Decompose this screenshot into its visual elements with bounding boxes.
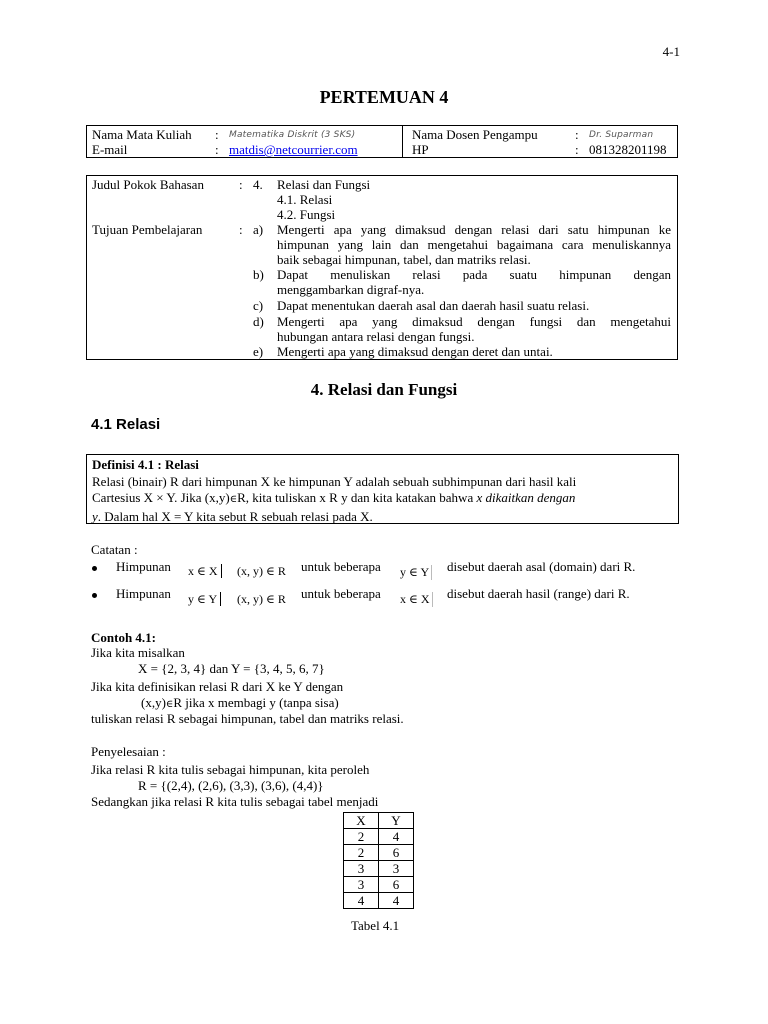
solution-line2: R = {(2,4), (2,6), (3,3), (3,6), (4,4)} <box>138 778 324 793</box>
bullet-icon <box>92 566 97 571</box>
goal-e-line1: Mengerti apa yang dimaksud dengan deret dan untai. <box>277 344 553 359</box>
table-row <box>344 829 414 845</box>
range-some-element: x ∈ X <box>400 592 433 607</box>
table-cell: 3 <box>344 861 379 877</box>
lecturer-label: Nama Dosen Pengampu <box>412 127 538 142</box>
range-set-element: y ∈ Y <box>188 592 221 606</box>
lecturer-value: Dr. Suparman <box>589 130 654 140</box>
domain-set-element: x ∈ X <box>188 564 222 578</box>
table-header-row <box>344 813 414 829</box>
example-line3: Jika kita definisikan relasi R dari X ke Y dengan <box>91 679 344 694</box>
colon: : <box>215 142 219 157</box>
goal-a-line1: Mengerti apa yang dimaksud dengan relasi dari satu himpunan ke <box>277 222 671 237</box>
element-of-symbol: ∈ <box>165 699 174 710</box>
definition-heading: Definisi 4.1 : Relasi <box>92 457 199 472</box>
subsection-title: 4.1 Relasi <box>91 416 161 433</box>
subtopic-fungsi: 4.2. Fungsi <box>277 207 336 222</box>
table-cell: 3 <box>344 877 379 893</box>
colon: : <box>575 127 579 142</box>
topic-title: Relasi dan Fungsi <box>277 177 371 192</box>
colon: : <box>239 177 243 192</box>
goal-b-line1: Dapat menuliskan relasi pada suatu himpunan dengan <box>277 267 671 282</box>
table-caption: Tabel 4.1 <box>351 918 400 933</box>
goal-a-line3: baik sebagai himpunan, tabel, dan matriks relasi. <box>277 252 531 267</box>
definition-line2 <box>92 490 673 509</box>
colon: : <box>215 127 219 142</box>
subtopic-relasi: 4.1. Relasi <box>277 192 333 207</box>
email-link[interactable]: matdis@netcourrier.com <box>229 142 358 157</box>
info-divider <box>402 126 403 157</box>
goal-b-line2: menggambarkan digraf-nya. <box>277 282 425 297</box>
email-label: E-mail <box>92 142 128 157</box>
notes-bullet2-end: disebut daerah hasil (range) dari R. <box>447 586 630 601</box>
course-label: Nama Mata Kuliah <box>92 127 192 142</box>
definition-box <box>86 454 679 524</box>
definition-emphasis: y <box>92 508 98 524</box>
hp-label: HP <box>412 142 429 157</box>
goal-d-line1: Mengerti apa yang dimaksud dengan fungsi dan mengetahui <box>277 314 671 329</box>
goal-label: Tujuan Pembelajaran <box>92 222 203 237</box>
outline-box <box>86 175 678 360</box>
section-title: 4. Relasi dan Fungsi <box>310 380 458 399</box>
notes-bullet2-mid: untuk beberapa <box>301 586 381 601</box>
example-text: (x,y) <box>141 695 166 710</box>
page-title: PERTEMUAN 4 <box>319 87 449 107</box>
table-cell: 6 <box>379 877 414 893</box>
table-row <box>344 845 414 861</box>
table-cell: 4 <box>379 893 414 909</box>
colon: : <box>239 222 243 237</box>
example-text: R jika x membagi y (tanpa sisa) <box>173 695 339 710</box>
goal-d-line2: hubungan antara relasi dengan fungsi. <box>277 329 475 344</box>
hp-value: 081328201198 <box>589 142 667 157</box>
table-cell: 2 <box>344 845 379 861</box>
domain-set-condition: (x, y) ∈ R <box>237 564 286 578</box>
definition-text: R, kita tuliskan x R y dan kita katakan bahwa <box>237 490 477 505</box>
table-header: X <box>344 813 379 829</box>
goal-marker: e) <box>253 344 264 359</box>
table-cell: 4 <box>344 893 379 909</box>
table-row <box>344 861 414 877</box>
example-heading: Contoh 4.1: <box>91 630 157 645</box>
notes-heading: Catatan : <box>91 542 138 557</box>
solution-line3: Sedangkan jika relasi R kita tulis sebagai tabel menjadi <box>91 794 379 809</box>
definition-line1: Relasi (binair) R dari himpunan X ke himpunan Y adalah sebuah subhimpunan dari hasil kali <box>92 473 577 489</box>
course-value: Matematika Diskrit (3 SKS) <box>229 130 356 140</box>
goal-a-line2: himpunan yang lain dan mengetahui bagaimana cara menuliskannya <box>277 237 671 252</box>
relation-table <box>343 812 414 909</box>
element-of-symbol: ∈ <box>229 494 238 505</box>
domain-some-element: y ∈ Y <box>400 565 432 580</box>
range-set-condition: (x, y) ∈ R <box>237 592 286 606</box>
table-cell: 4 <box>379 829 414 845</box>
example-line4 <box>141 695 339 712</box>
goal-marker: c) <box>253 298 264 313</box>
goal-marker: b) <box>253 267 264 282</box>
table-cell: 3 <box>379 861 414 877</box>
notes-bullet1-end: disebut daerah asal (domain) dari R. <box>447 559 636 574</box>
goal-marker: d) <box>253 314 264 329</box>
example-line1: Jika kita misalkan <box>91 645 185 660</box>
table-cell: 6 <box>379 845 414 861</box>
table-cell: 2 <box>344 829 379 845</box>
topic-number: 4. <box>253 177 263 192</box>
table-header: Y <box>379 813 414 829</box>
notes-bullet1-mid: untuk beberapa <box>301 559 381 574</box>
topic-label: Judul Pokok Bahasan <box>92 177 204 192</box>
goal-marker: a) <box>253 222 264 237</box>
definition-emphasis: x dikaitkan dengan <box>476 490 576 505</box>
bullet-icon <box>92 593 97 598</box>
colon: : <box>575 142 579 157</box>
solution-line1: Jika relasi R kita tulis sebagai himpunan, kita peroleh <box>91 762 370 777</box>
example-line5: tuliskan relasi R sebagai himpunan, tabel dan matriks relasi. <box>91 711 404 726</box>
definition-line3 <box>92 509 673 526</box>
solution-heading: Penyelesaian : <box>91 744 166 759</box>
definition-text: . Dalam hal X = Y kita sebut R sebuah relasi pada X. <box>97 508 373 524</box>
course-info-box <box>86 125 678 158</box>
table-row <box>344 877 414 893</box>
table-row <box>344 893 414 909</box>
page-number: 4-1 <box>662 44 680 59</box>
example-line2: X = {2, 3, 4} dan Y = {3, 4, 5, 6, 7} <box>138 661 325 676</box>
notes-bullet2-word: Himpunan <box>116 586 171 601</box>
goal-c-line1: Dapat menentukan daerah asal dan daerah hasil suatu relasi. <box>277 298 590 313</box>
notes-bullet1-word: Himpunan <box>116 559 171 574</box>
definition-text: Cartesius X × Y. Jika (x,y) <box>92 490 230 505</box>
